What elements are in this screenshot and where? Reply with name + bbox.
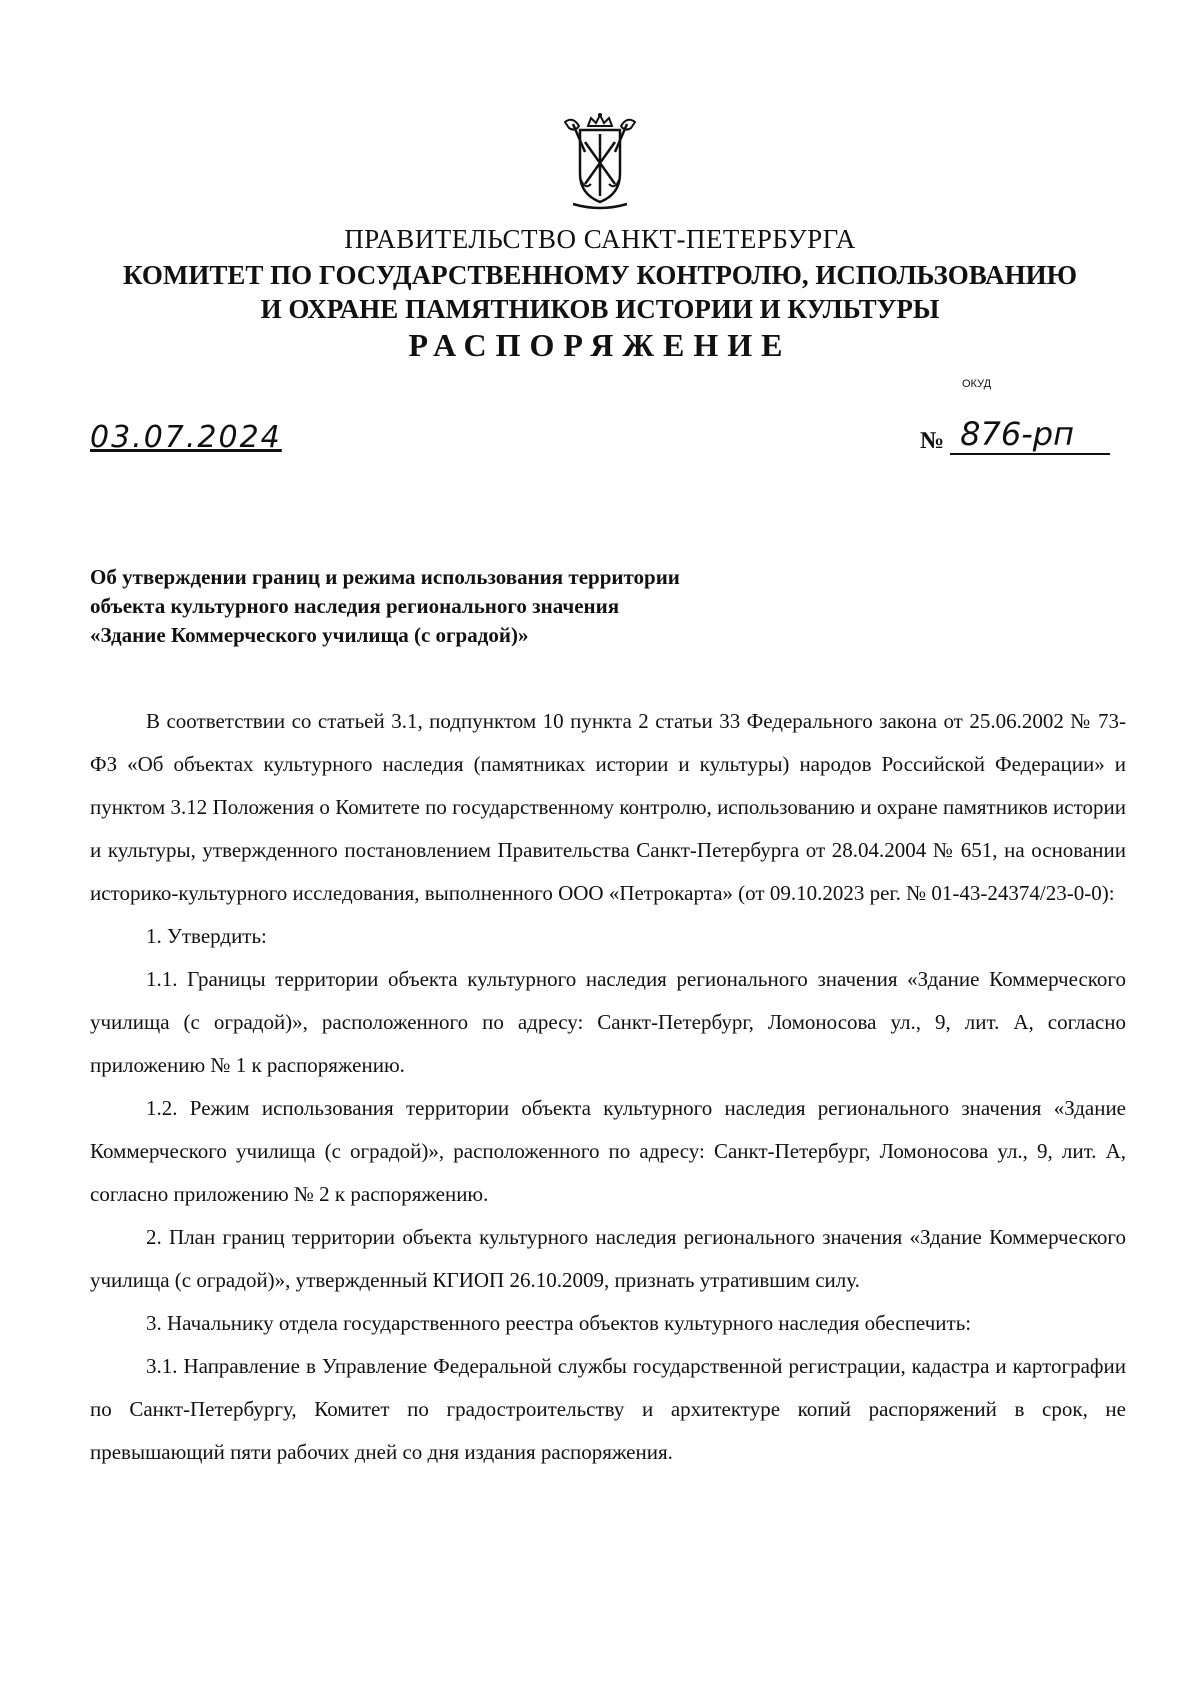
committee-name [60,258,1140,326]
paragraph-2: 2. План границ территории объекта культурного наследия регионального значения «Здание Коммерческого училища (с оградой)», утвержденный КГИОП 26.10.2009, признать утратившим силу. [90,1225,1126,1292]
government-title: ПРАВИТЕЛЬСТВО САНКТ-ПЕТЕРБУРГА [344,224,856,254]
document-type: РАСПОРЯЖЕНИЕ [408,327,792,363]
paragraph-1-2: 1.2. Режим использования территории объекта культурного наследия регионального значения «Здание Коммерческого училища (с оградой)», расположенного по адресу: Санкт-Петербург, Ломоносова ул., 9, лит. А, согласно приложению № 2 к распоряжению. [90,1096,1126,1206]
paragraph-1: 1. Утвердить: [146,924,267,948]
document-subject [90,563,850,650]
document-date: 03.07.2024 [90,420,282,455]
subject-line-2: объекта культурного наследия регионального значения [90,594,620,618]
committee-line-1: КОМИТЕТ ПО ГОСУДАРСТВЕННОМУ КОНТРОЛЮ, ИСПОЛЬЗОВАНИЮ [123,260,1077,290]
paragraph-1-1: 1.1. Границы территории объекта культурного наследия регионального значения «Здание Коммерческого училища (с оградой)», расположенного по адресу: Санкт-Петербург, Ломоносова ул., 9, лит. А, согласно приложению № 1 к распоряжению. [90,967,1126,1077]
coat-of-arms-icon [555,112,645,212]
committee-line-2: И ОХРАНЕ ПАМЯТНИКОВ ИСТОРИИ И КУЛЬТУРЫ [260,294,940,324]
paragraph-preamble: В соответствии со статьей 3.1, подпунктом 10 пункта 2 статьи 33 Федерального закона от 25.06.2002 № 73-ФЗ «Об объектах культурного наследия (памятниках истории и культуры) народов Российской Федерации» и пунктом 3.12 Положения о Комитете по государственному контролю, использованию и охране памятников истории и культуры, утвержденного постановлением Правительства Санкт-Петербурга от 28.04.2004 № 651, на основании историко-культурного исследования, выполненного ООО «Петрокарта» (от 09.10.2023 рег. № 01-43-24374/23-0-0): [90,709,1126,905]
document-number [920,415,1110,455]
subject-line-1: Об утверждении границ и режима использования территории [90,565,680,589]
okud-label: ОКУД [962,378,992,390]
document-body [90,700,1126,1474]
subject-line-3: «Здание Коммерческого училища (с оградой)» [90,623,529,647]
number-value: 876-рп [950,415,1110,455]
paragraph-3-1: 3.1. Направление в Управление Федеральной службы государственной регистрации, кадастра и картографии по Санкт-Петербургу, Комитет по градостроительству и архитектуре копий распоряжений в срок, не превышающий пяти рабочих дней со дня издания распоряжения. [90,1354,1126,1464]
number-sign: № [920,428,945,454]
paragraph-3: 3. Начальнику отдела государственного реестра объектов культурного наследия обеспечить: [146,1311,972,1335]
